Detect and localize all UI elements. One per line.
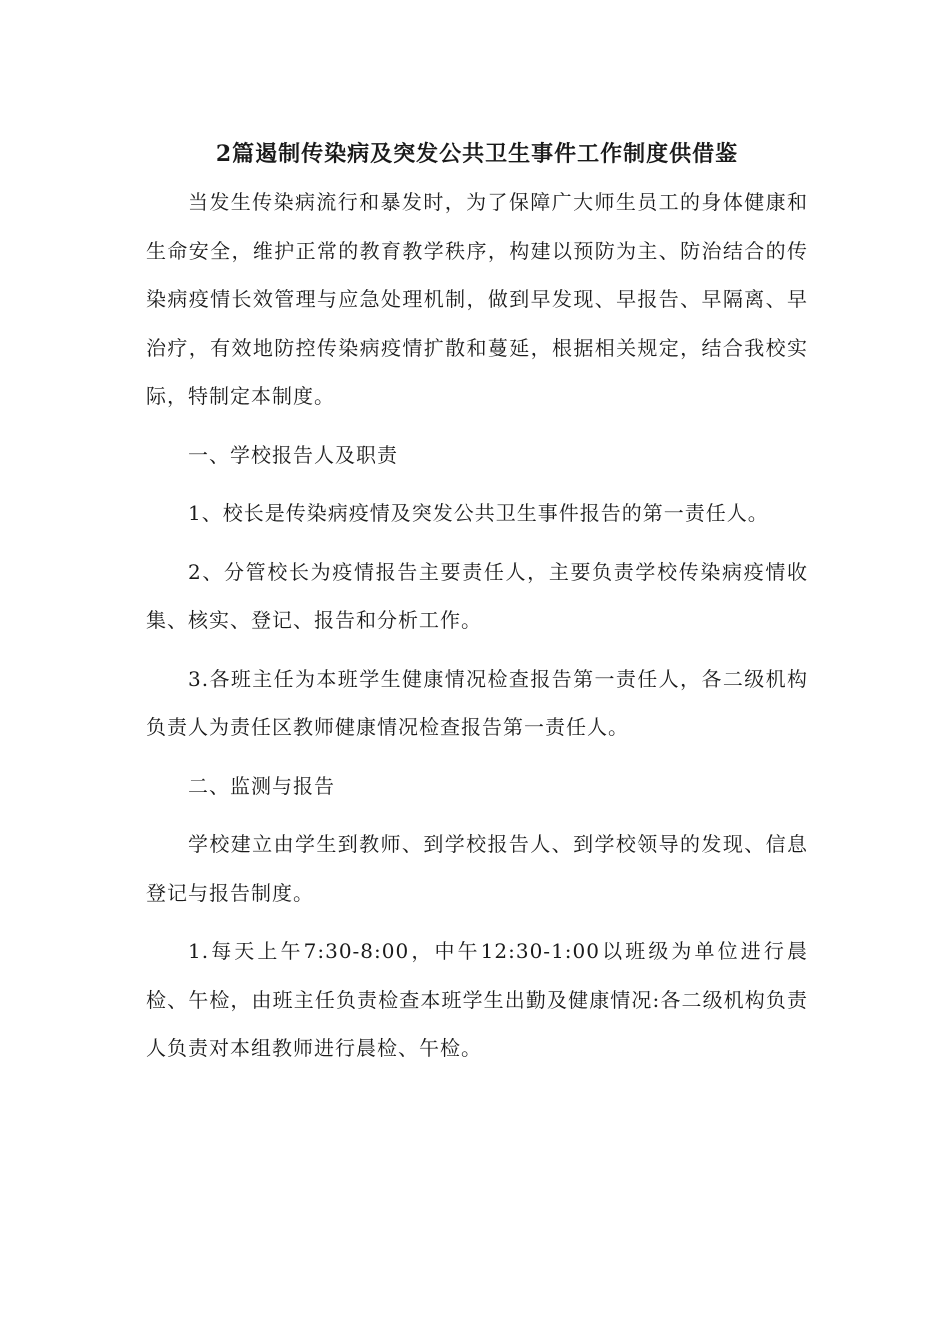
paragraph-vice-principal-duty: 2、分管校长为疫情报告主要责任人，主要负责学校传染病疫情收集、核实、登记、报告和分析工作。 (146, 559, 808, 632)
section-heading-reporters: 一、学校报告人及职责 (188, 442, 398, 467)
section-heading-monitoring: 二、监测与报告 (188, 773, 335, 798)
paragraph-class-teacher-duty: 3.各班主任为本班学生健康情况检查报告第一责任人，各二级机构负责人为责任区教师健康情况检查报告第一责任人。 (146, 666, 808, 739)
paragraph-reporting-system: 学校建立由学生到教师、到学校报告人、到学校领导的发现、信息登记与报告制度。 (146, 832, 808, 905)
document-page (146, 128, 808, 1073)
intro-paragraph: 当发生传染病流行和暴发时，为了保障广大师生员工的身体健康和生命安全，维护正常的教育教学秩序，构建以预防为主、防治结合的传染病疫情长效管理与应急处理机制，做到早发现、早报告、早隔离、早治疗，有效地防控传染病疫情扩散和蔓延，根据相关规定，结合我校实际，特制定本制度。 (146, 190, 808, 408)
paragraph-principal-duty: 1、校长是传染病疫情及突发公共卫生事件报告的第一责任人。 (188, 501, 769, 525)
paragraph-daily-check: 1.每天上午7:30-8:00，中午12:30-1:00以班级为单位进行晨检、午检，由班主任负责检查本班学生出勤及健康情况:各二级机构负责人负责对本组教师进行晨检、午检。 (146, 939, 808, 1060)
document-title: 2篇遏制传染病及突发公共卫生事件工作制度供借鉴 (215, 141, 739, 167)
